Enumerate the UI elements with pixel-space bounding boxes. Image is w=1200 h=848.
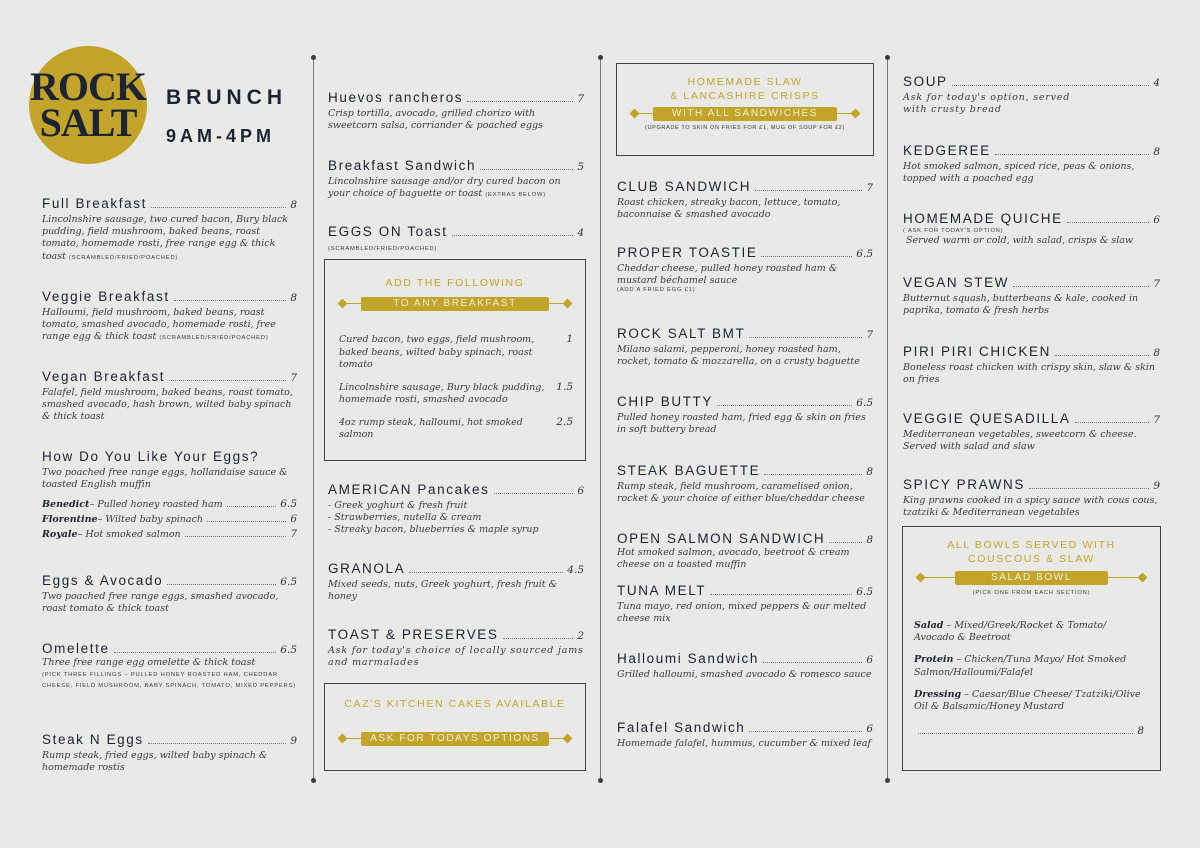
item-name: STEAK BAGUETTE — [617, 463, 761, 478]
item-description: Falafel, field mushroom, baked beans, roast tomato, smashed avocado, hash brown, wilted baby spinach & thick toast — [42, 387, 293, 423]
leader-dots — [167, 575, 276, 585]
rock-salt-logo — [29, 46, 147, 164]
leader-dots — [710, 585, 852, 595]
item-price: 6.5 — [280, 644, 297, 656]
menu-item-tuna-melt — [617, 583, 873, 625]
opening-hours: 9AM-4PM — [166, 126, 276, 146]
breakfast-addons-box — [324, 259, 586, 461]
divider-3-top-dot — [885, 55, 890, 60]
box-heading-line1: ALL BOWLS SERVED WITH — [947, 539, 1116, 551]
item-name: OPEN SALMON SANDWICH — [617, 531, 826, 546]
menu-item-homemade-quiche — [903, 211, 1160, 247]
item-description: Butternut squash, butterbeans & kale, cooked in paprika, tomato & fresh herbs — [903, 293, 1139, 317]
item-name: HOMEMADE QUICHE — [903, 211, 1063, 226]
item-description: Milano salami, pepperoni, honey roasted ham, rocket, tomato & mozzarella, on a crusty baguette — [617, 344, 860, 368]
egg-style-note: (SCRAMBLED/FRIED/POACHED) — [68, 254, 179, 261]
item-description — [42, 307, 297, 345]
egg-options-list — [42, 497, 297, 540]
egg-style-note: (SCRAMBLED/FRIED/POACHED) — [328, 246, 438, 252]
leader-dots — [207, 512, 286, 522]
item-name: TUNA MELT — [617, 583, 707, 598]
item-name: Breakfast Sandwich — [328, 158, 477, 173]
menu-item-halloumi-sandwich — [617, 651, 873, 681]
item-description: Ask for today's option, served with crusty bread — [903, 92, 1071, 116]
item-price: 2 — [577, 630, 584, 642]
section-options: – Mixed/Greek/Rocket & Tomato/ Avocado & Beetroot — [914, 620, 1107, 644]
leader-dots — [749, 328, 862, 338]
item-price: 8 — [1153, 347, 1160, 359]
item-name: CLUB SANDWICH — [617, 179, 752, 194]
addon-item — [339, 416, 573, 442]
sandwich-sides-box — [616, 63, 874, 156]
leader-dots — [1029, 479, 1149, 489]
menu-item-veggie-breakfast — [42, 289, 297, 345]
item-name: AMERICAN Pancakes — [328, 482, 490, 497]
leader-dots — [169, 371, 286, 381]
menu-item-granola — [328, 561, 584, 603]
option-price: 7 — [290, 528, 297, 541]
leader-dots — [1075, 413, 1150, 423]
item-name: VEGGIE QUESADILLA — [903, 411, 1071, 426]
item-name: EGGS ON Toast — [328, 224, 448, 239]
leader-dots — [1055, 346, 1149, 356]
leader-dots — [1067, 213, 1150, 223]
divider-1-bottom-dot — [311, 778, 316, 783]
box-banner — [917, 571, 1146, 585]
menu-item-omelette — [42, 641, 297, 692]
item-description: Served warm or cold, with salad, crisps & slaw — [903, 235, 1134, 246]
divider-2 — [600, 58, 601, 780]
pancake-options — [328, 500, 584, 537]
menu-item-breakfast-sandwich — [328, 158, 584, 201]
item-price: 7 — [1153, 278, 1160, 290]
item-name: ROCK SALT BMT — [617, 326, 746, 341]
divider-1-top-dot — [311, 55, 316, 60]
leader-dots — [764, 465, 862, 475]
item-description: Rump steak, fried eggs, wilted baby spinach & homemade rostis — [42, 750, 268, 774]
fillings-note: (PICK THREE FILLINGS – PULLED HONEY ROASTED HAM, CHEDDAR CHEESE, FIELD MUSHROOM, BABY SPINACH, TOMATO, MIXED PEPPERS) — [42, 672, 296, 690]
leader-dots — [503, 629, 574, 639]
item-description — [42, 214, 297, 264]
item-name: KEDGEREE — [903, 143, 991, 158]
menu-item-eggs-avocado — [42, 573, 297, 615]
option-name: Benedict — [42, 499, 90, 511]
item-description: Homemade falafel, hummus, cucumber & mixed leaf — [617, 738, 872, 749]
box-heading: CAZ'S KITCHEN CAKES AVAILABLE — [344, 698, 566, 710]
menu-item-veggie-quesadilla — [903, 411, 1160, 453]
item-price: 6.5 — [856, 586, 873, 598]
banner-right-diamond — [851, 109, 861, 119]
menu-item-eggs-on-toast — [328, 224, 584, 252]
item-price: 8 — [866, 534, 873, 546]
salad-bowl-box — [902, 526, 1161, 771]
section-label: Salad — [914, 620, 944, 631]
item-description: Three free range egg omelette & thick toast — [42, 657, 256, 668]
item-price: 9 — [1153, 480, 1160, 492]
item-name: TOAST & PRESERVES — [328, 627, 499, 642]
item-price: 6 — [866, 723, 873, 735]
addon-price: 1 — [566, 333, 573, 345]
upgrade-note: (UPGRADE TO SKIN ON FRIES FOR £1, MUG OF SOUP FOR £2) — [645, 125, 845, 131]
salad-section — [914, 620, 1144, 644]
menu-item-spicy-prawns — [903, 477, 1160, 519]
item-name: VEGAN STEW — [903, 275, 1010, 290]
section-options: – Chicken/Tuna Mayo/ Hot Smoked Salmon/Halloumi/Falafel — [914, 654, 1127, 678]
menu-item-toast-preserves — [328, 627, 584, 669]
leader-dots — [952, 76, 1150, 86]
leader-dots — [717, 396, 852, 406]
banner-right-diamond — [563, 299, 573, 309]
menu-item-huevos-rancheros — [328, 90, 584, 132]
item-description: Hot smoked salmon, spiced rice, peas & onions, topped with a poached egg — [903, 161, 1135, 185]
menu-item-proper-toastie — [617, 245, 873, 293]
option-description: – Pulled honey roasted ham — [89, 499, 223, 511]
section-label: Dressing — [914, 688, 962, 700]
menu-item-falafel-sandwich — [617, 720, 873, 750]
menu-title: BRUNCH — [166, 86, 287, 109]
option-price: 6 — [290, 513, 297, 526]
item-price: 7 — [1153, 414, 1160, 426]
leader-dots — [480, 160, 573, 170]
item-description: Pulled honey roasted ham, fried egg & skin on fries in soft buttery bread — [617, 412, 866, 436]
item-price: 6.5 — [856, 248, 873, 260]
banner-left-diamond — [338, 299, 348, 309]
item-price: 7 — [577, 93, 584, 105]
box-banner — [339, 732, 571, 746]
menu-item-rock-salt-bmt — [617, 326, 873, 368]
box-banner — [631, 107, 859, 121]
leader-dots — [494, 484, 574, 494]
item-description: Boneless roast chicken with crispy skin, slaw & skin on fries — [903, 362, 1156, 386]
leader-dots — [763, 653, 862, 663]
menu-item-soup — [903, 74, 1160, 116]
banner-label: ASK FOR TODAYS OPTIONS — [361, 732, 549, 746]
box-heading-line2: & LANCASHIRE CRISPS — [670, 90, 820, 102]
menu-item-club-sandwich — [617, 179, 873, 221]
item-price: 6 — [866, 654, 873, 666]
item-name: Falafel Sandwich — [617, 720, 746, 735]
item-price: 8 — [290, 292, 297, 304]
addon-text: Cured bacon, two eggs, field mushroom, baked beans, wilted baby spinach, roast tomato — [339, 334, 535, 370]
divider-2-top-dot — [598, 55, 603, 60]
item-price: 8 — [1137, 725, 1144, 738]
item-description: Grilled halloumi, smashed avocado & romesco sauce — [617, 669, 872, 680]
section-options: – Caesar/Blue Cheese/ Tzatziki/Olive Oil & Balsamic/Honey Mustard — [914, 688, 1141, 713]
item-price: 4.5 — [567, 564, 584, 576]
item-name: SOUP — [903, 74, 948, 89]
leader-dots — [467, 92, 573, 102]
quiche-option-note: ( ASK FOR TODAY'S OPTION) — [903, 228, 1004, 234]
menu-section-eggs — [42, 449, 297, 540]
leader-dots — [409, 563, 563, 573]
item-name: PIRI PIRI CHICKEN — [903, 344, 1051, 359]
banner-right-diamond — [563, 734, 573, 744]
item-price: 8 — [1153, 146, 1160, 158]
item-name: Eggs & Avocado — [42, 573, 164, 588]
leader-dots — [1013, 277, 1149, 287]
item-description — [328, 176, 584, 201]
leader-dots — [148, 734, 287, 744]
item-name: Huevos rancheros — [328, 90, 464, 105]
item-price: 7 — [866, 182, 873, 194]
banner-left-diamond — [916, 573, 926, 583]
egg-option-royale — [42, 527, 297, 540]
item-description: Mixed seeds, nuts, Greek yoghurt, fresh fruit & honey — [328, 579, 558, 603]
item-name: Full Breakfast — [42, 196, 147, 211]
item-name: How Do You Like Your Eggs? — [42, 449, 260, 464]
addon-price: 1.5 — [556, 380, 573, 393]
protein-section — [914, 654, 1144, 678]
item-description: Crisp tortilla, avocado, grilled chorizo with sweetcorn salsa, corriander & poached eggs — [328, 108, 543, 132]
divider-1 — [313, 58, 314, 780]
item-name: GRANOLA — [328, 561, 406, 576]
option-name: Florentine — [42, 514, 98, 526]
menu-item-open-salmon-sandwich — [617, 531, 873, 571]
menu-item-chip-butty — [617, 394, 873, 436]
addon-item — [339, 381, 573, 407]
extras-note: (EXTRAS BELOW) — [485, 192, 547, 199]
item-name: CHIP BUTTY — [617, 394, 714, 409]
egg-style-note: (SCRAMBLED/FRIED/POACHED) — [159, 335, 269, 342]
divider-2-bottom-dot — [598, 778, 603, 783]
leader-dots — [452, 226, 574, 236]
item-price: 5 — [577, 161, 584, 173]
item-description: Hot smoked salmon, avocado, beetroot & cream cheese on a toasted muffin — [617, 547, 850, 571]
banner-label: WITH ALL SANDWICHES — [653, 107, 837, 121]
option-description: – Hot smoked salmon — [77, 529, 181, 541]
addon-price: 2.5 — [556, 415, 573, 428]
menu-item-vegan-stew — [903, 275, 1160, 317]
item-price: 9 — [290, 735, 297, 747]
leader-dots — [151, 198, 286, 208]
menu-item-piri-piri-chicken — [903, 344, 1160, 386]
logo-line-2: SALT — [39, 100, 137, 145]
item-price: 8 — [290, 199, 297, 211]
addon-item — [339, 333, 573, 372]
option-price: 6.5 — [280, 498, 297, 511]
item-description: Rump steak, field mushroom, caramelised onion, rocket & your choice of either blue/cheddar cheese — [617, 481, 865, 505]
leader-dots — [918, 724, 1133, 734]
menu-item-steak-baguette — [617, 463, 873, 505]
item-name: Veggie Breakfast — [42, 289, 170, 304]
item-description: Two poached free range eggs, smashed avocado, roast tomato & thick toast — [42, 591, 279, 615]
pick-one-note: (PICK ONE FROM EACH SECTION) — [972, 590, 1091, 596]
salad-options — [903, 596, 1160, 737]
item-name: Halloumi Sandwich — [617, 651, 760, 666]
item-price: 4 — [577, 227, 584, 239]
leader-dots — [749, 722, 862, 732]
menu-item-steak-eggs — [42, 732, 297, 774]
item-description: Ask for today's choice of locally sourced jams and marmalades — [328, 645, 584, 669]
dressing-section — [914, 689, 1144, 713]
banner-left-diamond — [338, 734, 348, 744]
item-description: Two poached free range eggs, hollandaise sauce & toasted English muffin — [42, 467, 288, 491]
item-price: 8 — [866, 466, 873, 478]
menu-item-american-pancakes — [328, 482, 584, 537]
item-price: 6.5 — [280, 576, 297, 588]
item-description: Tuna mayo, red onion, mixed peppers & our melted cheese mix — [617, 601, 867, 625]
divider-3 — [887, 58, 888, 780]
item-name: SPICY PRAWNS — [903, 477, 1025, 492]
addon-text: 4oz rump steak, halloumi, hot smoked salmon — [339, 416, 523, 440]
cakes-box — [324, 683, 586, 771]
egg-option-benedict — [42, 497, 297, 510]
banner-left-diamond — [630, 109, 640, 119]
item-description-text: Lincolnshire sausage and/or dry cured bacon on your choice of baguette or toast — [328, 176, 561, 200]
option-name: Royale — [42, 529, 78, 541]
pancake-option: - Strawberries, nutella & cream — [328, 512, 482, 524]
item-price: 7 — [866, 329, 873, 341]
fried-egg-note: (ADD A FRIED EGG £1) — [617, 287, 696, 294]
item-description-text: Lincolnshire sausage, two cured bacon, Bury black pudding, field mushroom, baked beans, roast tomato, homemade rosti, free range egg & thick toast — [42, 214, 289, 262]
divider-3-bottom-dot — [885, 778, 890, 783]
logo-line-1: ROCK — [30, 64, 146, 109]
box-heading-line2: COUSCOUS & SLAW — [968, 553, 1095, 565]
item-name: Vegan Breakfast — [42, 369, 166, 384]
item-description: Cheddar cheese, pulled honey roasted ham & mustard béchamel sauce — [617, 263, 838, 287]
addon-text: Lincolnshire sausage, Bury black pudding, homemade rosti, smashed avocado — [339, 381, 545, 405]
leader-dots — [174, 291, 287, 301]
item-price: 6 — [1153, 214, 1160, 226]
item-description: Mediterranean vegetables, sweetcorn & cheese. Served with salad and slaw — [903, 429, 1137, 453]
banner-label: TO ANY BREAKFAST — [361, 297, 549, 311]
leader-dots — [761, 247, 852, 257]
egg-option-florentine — [42, 512, 297, 525]
box-heading-line1: HOMEMADE SLAW — [687, 76, 803, 88]
leader-dots — [185, 527, 287, 537]
option-description: – Wilted baby spinach — [97, 514, 204, 526]
item-name: Steak N Eggs — [42, 732, 144, 747]
pancake-option: - Greek yoghurt & fresh fruit — [328, 500, 468, 511]
banner-label: SALAD BOWL — [955, 571, 1108, 585]
item-name: Omelette — [42, 641, 110, 656]
menu-item-vegan-breakfast — [42, 369, 297, 424]
item-description: King prawns cooked in a spicy sauce with cous cous, tzatziki & Mediterranean vegetables — [903, 495, 1158, 519]
item-name: PROPER TOASTIE — [617, 245, 758, 260]
item-price: 7 — [290, 372, 297, 384]
item-description-text: Halloumi, field mushroom, baked beans, roast tomato, smashed avocado, homemade rosti, free range egg & thick toast — [42, 307, 276, 343]
box-banner — [339, 297, 571, 311]
item-description: Roast chicken, streaky bacon, lettuce, tomato, baconnaise & smashed avocado — [617, 197, 841, 221]
leader-dots — [995, 145, 1149, 155]
item-price: 4 — [1153, 77, 1160, 89]
leader-dots — [829, 533, 862, 543]
leader-dots — [114, 643, 277, 653]
menu-item-kedgeree — [903, 143, 1160, 185]
salad-bowl-price-row — [914, 724, 1144, 737]
item-price: 6 — [577, 485, 584, 497]
box-heading: ADD THE FOLLOWING — [385, 277, 525, 289]
item-price: 6.5 — [856, 397, 873, 409]
leader-dots — [227, 497, 277, 507]
section-label: Protein — [914, 654, 954, 666]
leader-dots — [755, 181, 862, 191]
addons-list — [325, 311, 585, 442]
menu-item-full-breakfast — [42, 196, 297, 264]
pancake-option: - Streaky bacon, blueberries & maple syrup — [328, 524, 539, 536]
banner-right-diamond — [1138, 573, 1148, 583]
